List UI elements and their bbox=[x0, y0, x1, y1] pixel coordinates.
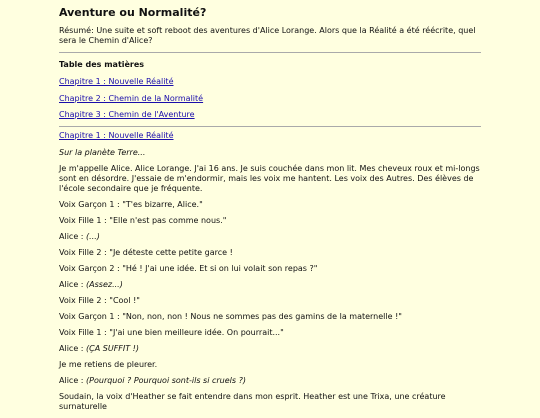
story-paragraph-text: Alice : bbox=[59, 232, 87, 241]
story-paragraph-text: Voix Fille 1 : "Elle n'est pas comme nous." bbox=[59, 216, 227, 225]
story-paragraph-text: Je me retiens de pleurer. bbox=[59, 360, 158, 369]
story-paragraph bbox=[59, 264, 481, 274]
story-paragraph-text: Voix Garçon 1 : "T'es bizarre, Alice." bbox=[59, 200, 203, 209]
story-paragraph bbox=[59, 232, 481, 242]
toc-link-chapter-1[interactable]: Chapitre 1 : Nouvelle Réalité bbox=[59, 77, 174, 86]
story-paragraph-text: Voix Fille 2 : "Je déteste cette petite garce ! bbox=[59, 248, 233, 257]
story-paragraph-text: Alice : bbox=[59, 376, 87, 385]
story-paragraph-text: Voix Garçon 1 : "Non, non, non ! Nous ne sommes pas des gamins de la maternelle !" bbox=[59, 312, 402, 321]
divider bbox=[59, 126, 481, 127]
story-paragraph bbox=[59, 148, 481, 158]
story-paragraph-text: Sur la planète Terre... bbox=[59, 148, 146, 157]
story-paragraph bbox=[59, 392, 481, 412]
story-summary: Résumé: Une suite et soft reboot des aventures d'Alice Lorange. Alors que la Réalité a été réécrite, quel sera le Chemin d'Alice? bbox=[59, 26, 476, 45]
story-thought: (...) bbox=[86, 232, 100, 241]
story-thought: (Assez...) bbox=[86, 280, 123, 289]
story-thought: (Pourquoi ? Pourquoi sont-ils si cruels ?) bbox=[86, 376, 246, 385]
story-paragraph bbox=[59, 344, 481, 354]
story-paragraph bbox=[59, 328, 481, 338]
toc-link-chapter-2[interactable]: Chapitre 2 : Chemin de la Normalité bbox=[59, 94, 204, 103]
story-paragraph-text: Alice : bbox=[59, 344, 87, 353]
chapter-anchor-link[interactable]: Chapitre 1 : Nouvelle Réalité bbox=[59, 131, 174, 140]
story-paragraph-text: Voix Fille 2 : "Cool !" bbox=[59, 296, 140, 305]
story-thought: (ÇA SUFFIT !) bbox=[86, 344, 140, 353]
story-paragraph-text: Voix Garçon 2 : "Hé ! J'ai une idée. Et si on lui volait son repas ?" bbox=[59, 264, 318, 273]
story-paragraph bbox=[59, 280, 481, 290]
story-paragraph bbox=[59, 200, 481, 210]
story-paragraph-text: Je m'appelle Alice. Alice Lorange. J'ai 16 ans. Je suis couchée dans mon lit. Mes cheveux roux et mi-longs sont en désordre. J'essaie de m'endormir, mais les voix me hantent. Les voix des Autres. Des élèves de l'école secondaire que je fréquente. bbox=[59, 164, 480, 193]
chapter-content bbox=[59, 131, 481, 418]
story-paragraph bbox=[59, 216, 481, 226]
story-paragraph-text: Voix Fille 1 : "J'ai une bien meilleure idée. On pourrait..." bbox=[59, 328, 284, 337]
story-paragraph bbox=[59, 164, 481, 194]
toc-link-chapter-3[interactable]: Chapitre 3 : Chemin de l'Aventure bbox=[59, 110, 195, 119]
story-paragraph bbox=[59, 248, 481, 258]
divider bbox=[59, 52, 481, 53]
story-title: Aventure ou Normalité? bbox=[59, 6, 207, 19]
story-paragraph bbox=[59, 376, 481, 386]
story-paragraph-text: Soudain, la voix d'Heather se fait entendre dans mon esprit. Heather est une Trixa, une créature surnaturelle bbox=[59, 392, 446, 411]
chapter-heading-paragraph bbox=[59, 131, 481, 141]
story-paragraph bbox=[59, 360, 481, 370]
story-paragraph bbox=[59, 296, 481, 306]
story-paragraph bbox=[59, 312, 481, 322]
story-paragraph-text: Alice : bbox=[59, 280, 87, 289]
toc-heading: Table des matières bbox=[59, 60, 145, 69]
chapter-lines bbox=[59, 148, 481, 412]
